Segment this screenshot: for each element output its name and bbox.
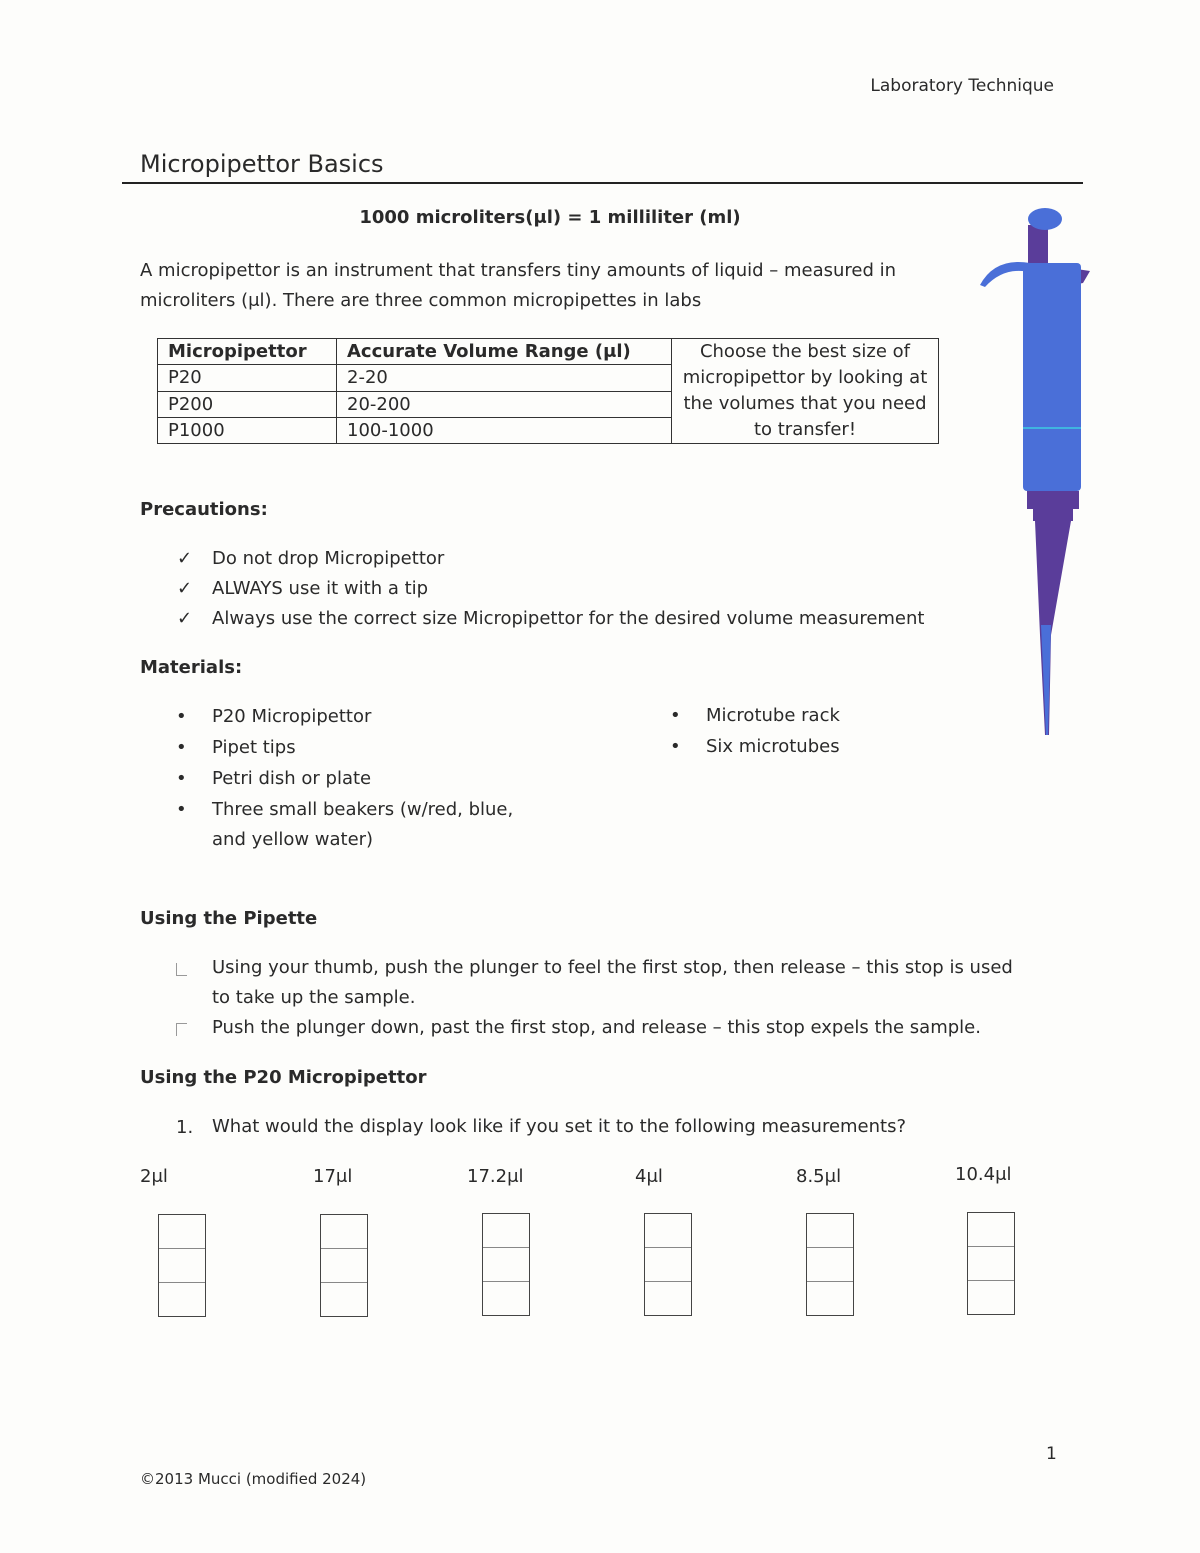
table-row xyxy=(158,339,939,365)
precaution-item: Do not drop Micropipettor xyxy=(212,548,445,569)
table-cell: P200 xyxy=(158,391,337,417)
display-answer-box[interactable] xyxy=(482,1213,530,1316)
bullet-icon: • xyxy=(670,736,681,757)
using-pipette-heading: Using the Pipette xyxy=(140,908,318,929)
table-cell: 100-1000 xyxy=(337,417,672,443)
check-icon: ✓ xyxy=(177,578,193,599)
checkbox-icon xyxy=(176,963,187,976)
bullet-icon: • xyxy=(670,705,681,726)
material-item: Three small beakers (w/red, blue, xyxy=(212,799,514,820)
intro-line: microliters (μl). There are three common micropipettes in labs xyxy=(140,290,702,311)
table-cell: 20-200 xyxy=(337,391,672,417)
page-number: 1 xyxy=(1046,1444,1057,1464)
bullet-icon: • xyxy=(176,768,187,789)
measurement-label: 2μl xyxy=(140,1166,168,1187)
precautions-heading: Precautions: xyxy=(140,499,268,520)
section-label: Laboratory Technique xyxy=(870,76,1054,96)
material-item: Pipet tips xyxy=(212,737,296,758)
checkbox-icon xyxy=(176,1023,187,1036)
table-cell: P20 xyxy=(158,365,337,391)
bullet-icon: • xyxy=(176,737,187,758)
material-item: P20 Micropipettor xyxy=(212,706,372,727)
page-title: Micropipettor Basics xyxy=(140,150,384,178)
materials-heading: Materials: xyxy=(140,657,243,678)
step-item: to take up the sample. xyxy=(212,987,416,1008)
precaution-item: ALWAYS use it with a tip xyxy=(212,578,429,599)
table-cell: 2-20 xyxy=(337,365,672,391)
bullet-icon: • xyxy=(176,706,187,727)
micropipette-illustration xyxy=(975,205,1095,740)
display-answer-box[interactable] xyxy=(320,1214,368,1317)
using-p20-heading: Using the P20 Micropipettor xyxy=(140,1067,427,1088)
question-text: What would the display look like if you set it to the following measurements? xyxy=(212,1116,907,1137)
precaution-item: Always use the correct size Micropipettor for the desired volume measurement xyxy=(212,608,925,629)
micropipettor-table xyxy=(157,338,939,444)
display-answer-box[interactable] xyxy=(158,1214,206,1317)
measurement-label: 17μl xyxy=(313,1166,353,1187)
measurement-label: 8.5μl xyxy=(796,1166,842,1187)
check-icon: ✓ xyxy=(177,608,193,629)
display-answer-box[interactable] xyxy=(806,1213,854,1316)
intro-line: A micropipettor is an instrument that transfers tiny amounts of liquid – measured in xyxy=(140,260,897,281)
conversion-note: 1000 microliters(μl) = 1 milliliter (ml) xyxy=(359,207,741,228)
measurement-label: 17.2μl xyxy=(467,1166,524,1187)
display-answer-box[interactable] xyxy=(644,1213,692,1316)
measurement-label: 10.4μl xyxy=(955,1164,1012,1185)
table-note: Choose the best size of micropipettor by looking at the volumes that you need to transfer! xyxy=(672,339,939,444)
copyright: ©2013 Mucci (modified 2024) xyxy=(140,1470,367,1488)
title-rule xyxy=(122,182,1083,184)
display-answer-box[interactable] xyxy=(967,1212,1015,1315)
table-cell: P1000 xyxy=(158,417,337,443)
material-item: and yellow water) xyxy=(212,829,374,850)
table-header: Micropipettor xyxy=(158,339,337,365)
question-number: 1. xyxy=(176,1117,194,1138)
material-item: Microtube rack xyxy=(706,705,840,726)
check-icon: ✓ xyxy=(177,548,193,569)
step-item: Using your thumb, push the plunger to feel the first stop, then release – this stop is used xyxy=(212,957,1013,978)
table-header: Accurate Volume Range (μl) xyxy=(337,339,672,365)
material-item: Six microtubes xyxy=(706,736,840,757)
step-item: Push the plunger down, past the first stop, and release – this stop expels the sample. xyxy=(212,1017,981,1038)
material-item: Petri dish or plate xyxy=(212,768,372,789)
measurement-label: 4μl xyxy=(635,1166,663,1187)
bullet-icon: • xyxy=(176,799,187,820)
